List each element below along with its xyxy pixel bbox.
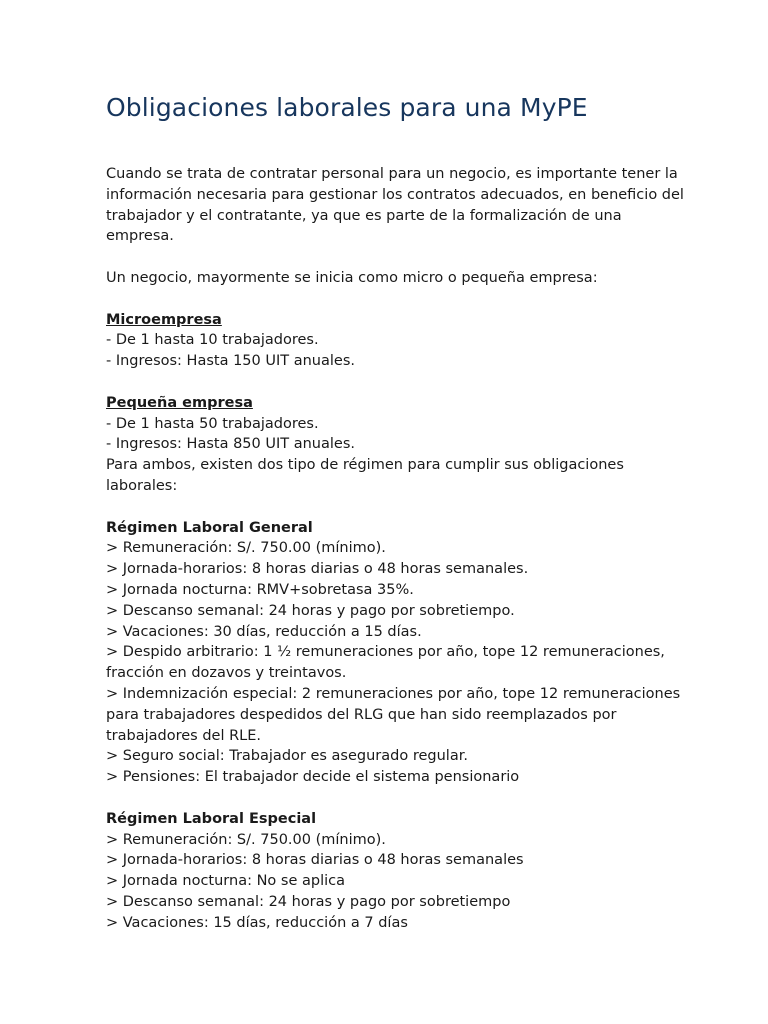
list-item: > Remuneración: S/. 750.00 (mínimo). xyxy=(106,831,386,848)
section-pequena-empresa xyxy=(106,393,686,497)
section-regimen-general xyxy=(106,518,686,788)
document-title: Obligaciones laborales para una MyPE xyxy=(106,93,588,122)
intro-paragraph-2: Un negocio, mayormente se inicia como micro o pequeña empresa: xyxy=(106,269,598,286)
document-body xyxy=(106,164,686,933)
list-item: - De 1 hasta 50 trabajadores. xyxy=(106,415,319,432)
section-heading-regimen-general: Régimen Laboral General xyxy=(106,519,313,536)
section-microempresa xyxy=(106,310,686,372)
list-item: - De 1 hasta 10 trabajadores. xyxy=(106,332,319,349)
list-item: > Jornada nocturna: No se aplica xyxy=(106,873,345,890)
list-item: > Jornada-horarios: 8 horas diarias o 48 horas semanales xyxy=(106,852,524,869)
regimen-note: Para ambos, existen dos tipo de régimen para cumplir sus obligaciones laborales: xyxy=(106,457,624,494)
list-item: > Vacaciones: 15 días, reducción a 7 días xyxy=(106,914,408,931)
list-item: > Despido arbitrario: 1 ½ remuneraciones por año, tope 12 remuneraciones, fracción en dozavos y treintavos. xyxy=(106,644,665,682)
list-item: > Descanso semanal: 24 horas y pago por sobretiempo. xyxy=(106,602,515,619)
list-item: > Indemnización especial: 2 remuneraciones por año, tope 12 remuneraciones para trabajadores despedidos del RLG que han sido reemplazados por trabajadores del RLE. xyxy=(106,685,681,744)
list-item: > Jornada-horarios: 8 horas diarias o 48 horas semanales. xyxy=(106,561,529,578)
list-item: - Ingresos: Hasta 850 UIT anuales. xyxy=(106,436,355,453)
section-heading-pequena-empresa: Pequeña empresa xyxy=(106,394,253,411)
list-item: > Vacaciones: 30 días, reducción a 15 días. xyxy=(106,623,422,640)
list-item: > Seguro social: Trabajador es asegurado regular. xyxy=(106,748,468,765)
section-heading-regimen-especial: Régimen Laboral Especial xyxy=(106,810,317,827)
section-regimen-especial xyxy=(106,809,686,934)
list-item: - Ingresos: Hasta 150 UIT anuales. xyxy=(106,353,355,370)
document-page xyxy=(106,88,686,933)
list-item: > Pensiones: El trabajador decide el sistema pensionario xyxy=(106,769,520,786)
list-item: > Jornada nocturna: RMV+sobretasa 35%. xyxy=(106,581,414,598)
section-heading-microempresa: Microempresa xyxy=(106,311,222,328)
intro-paragraph: Cuando se trata de contratar personal para un negocio, es importante tener la información necesaria para gestionar los contratos adecuados, en beneficio del trabajador y el contratante, ya que es parte de la formalización de una empresa. xyxy=(106,166,684,245)
list-item: > Descanso semanal: 24 horas y pago por sobretiempo xyxy=(106,893,511,910)
list-item: > Remuneración: S/. 750.00 (mínimo). xyxy=(106,540,386,557)
